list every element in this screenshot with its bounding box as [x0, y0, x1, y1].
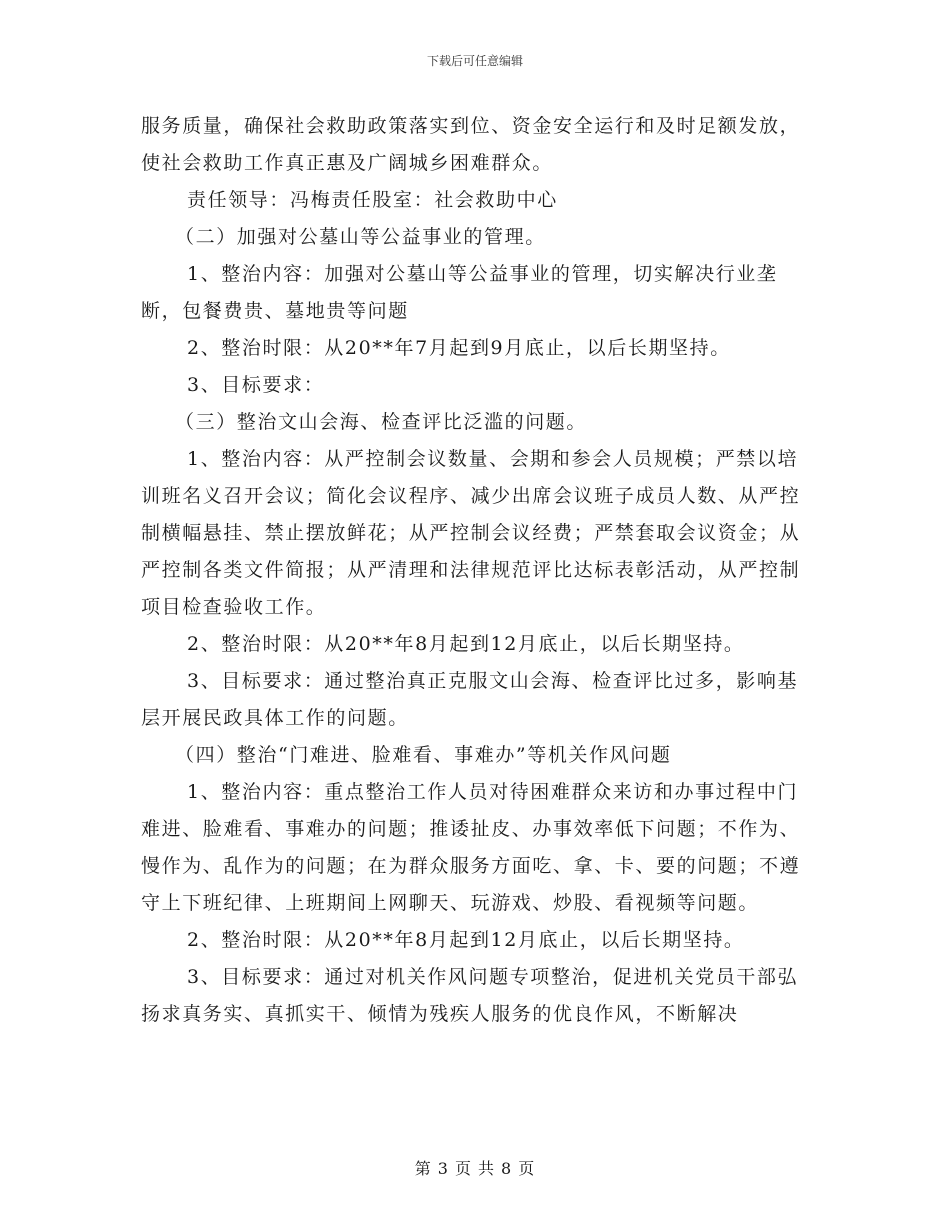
paragraph: 3、目标要求：通过对机关作风问题专项整治，促进机关党员干部弘扬求真务实、真抓实干、倾情为残疾人服务的优良作风，不断解决 [141, 966, 799, 1025]
paragraph: 1、整治内容：从严控制会议数量、会期和参会人员规模；严禁以培训班名义召开会议；简化会议程序、减少出席会议班子成员人数、从严控制横幅悬挂、禁止摆放鲜花；从严控制会议经费；严禁套取会议资金；从严控制各类文件简报；从严清理和法律规范评比达标表彰活动，从严控制项目检查验收工作。 [141, 448, 801, 618]
paragraph: 2、整治时限：从20**年8月起到12月底止，以后长期坚持。 [187, 929, 745, 951]
total-pages-number: 8 [501, 1159, 513, 1178]
footer-suffix: 页 [518, 1159, 536, 1178]
paragraph: 1、整治内容：加强对公墓山等公益事业的管理，切实解决行业垄断，包餐费贵、墓地贵等问题 [141, 263, 778, 322]
paragraph: 2、整治时限：从20**年7月起到9月底止，以后长期坚持。 [187, 337, 731, 359]
document-body [141, 108, 809, 1033]
footer-middle: 页 共 [454, 1159, 496, 1178]
footer-prefix: 第 [414, 1159, 432, 1178]
page-footer [0, 1156, 950, 1179]
paragraph: 1、整治内容：重点整治工作人员对待困难群众来访和办事过程中门难进、脸难看、事难办的问题；推诿扯皮、办事效率低下问题；不作为、慢作为、乱作为的问题；在为群众服务方面吃、拿、卡、要的问题；不遵守上下班纪律、上班期间上网聊天、玩游戏、炒股、看视频等问题。 [141, 781, 801, 914]
paragraph: 责任领导：冯梅责任股室：社会救助中心 [187, 189, 558, 211]
section-heading: （四）整治“门难进、脸难看、事难办”等机关作风问题 [175, 744, 672, 766]
section-heading: （三）整治文山会海、检查评比泛滥的问题。 [175, 411, 588, 433]
paragraph: 服务质量，确保社会救助政策落实到位、资金安全运行和及时足额发放，使社会救助工作真正惠及广阔城乡困难群众。 [141, 115, 801, 174]
page-header: 下载后可任意编辑 [426, 54, 523, 68]
paragraph: 3、目标要求：通过整治真正克服文山会海、检查评比过多，影响基层开展民政具体工作的问题。 [141, 670, 799, 729]
paragraph: 2、整治时限：从20**年8月起到12月底止，以后长期坚持。 [187, 633, 745, 655]
paragraph: 3、目标要求： [187, 374, 325, 396]
section-heading: （二）加强对公墓山等公益事业的管理。 [175, 226, 546, 248]
current-page-number: 3 [437, 1159, 449, 1178]
